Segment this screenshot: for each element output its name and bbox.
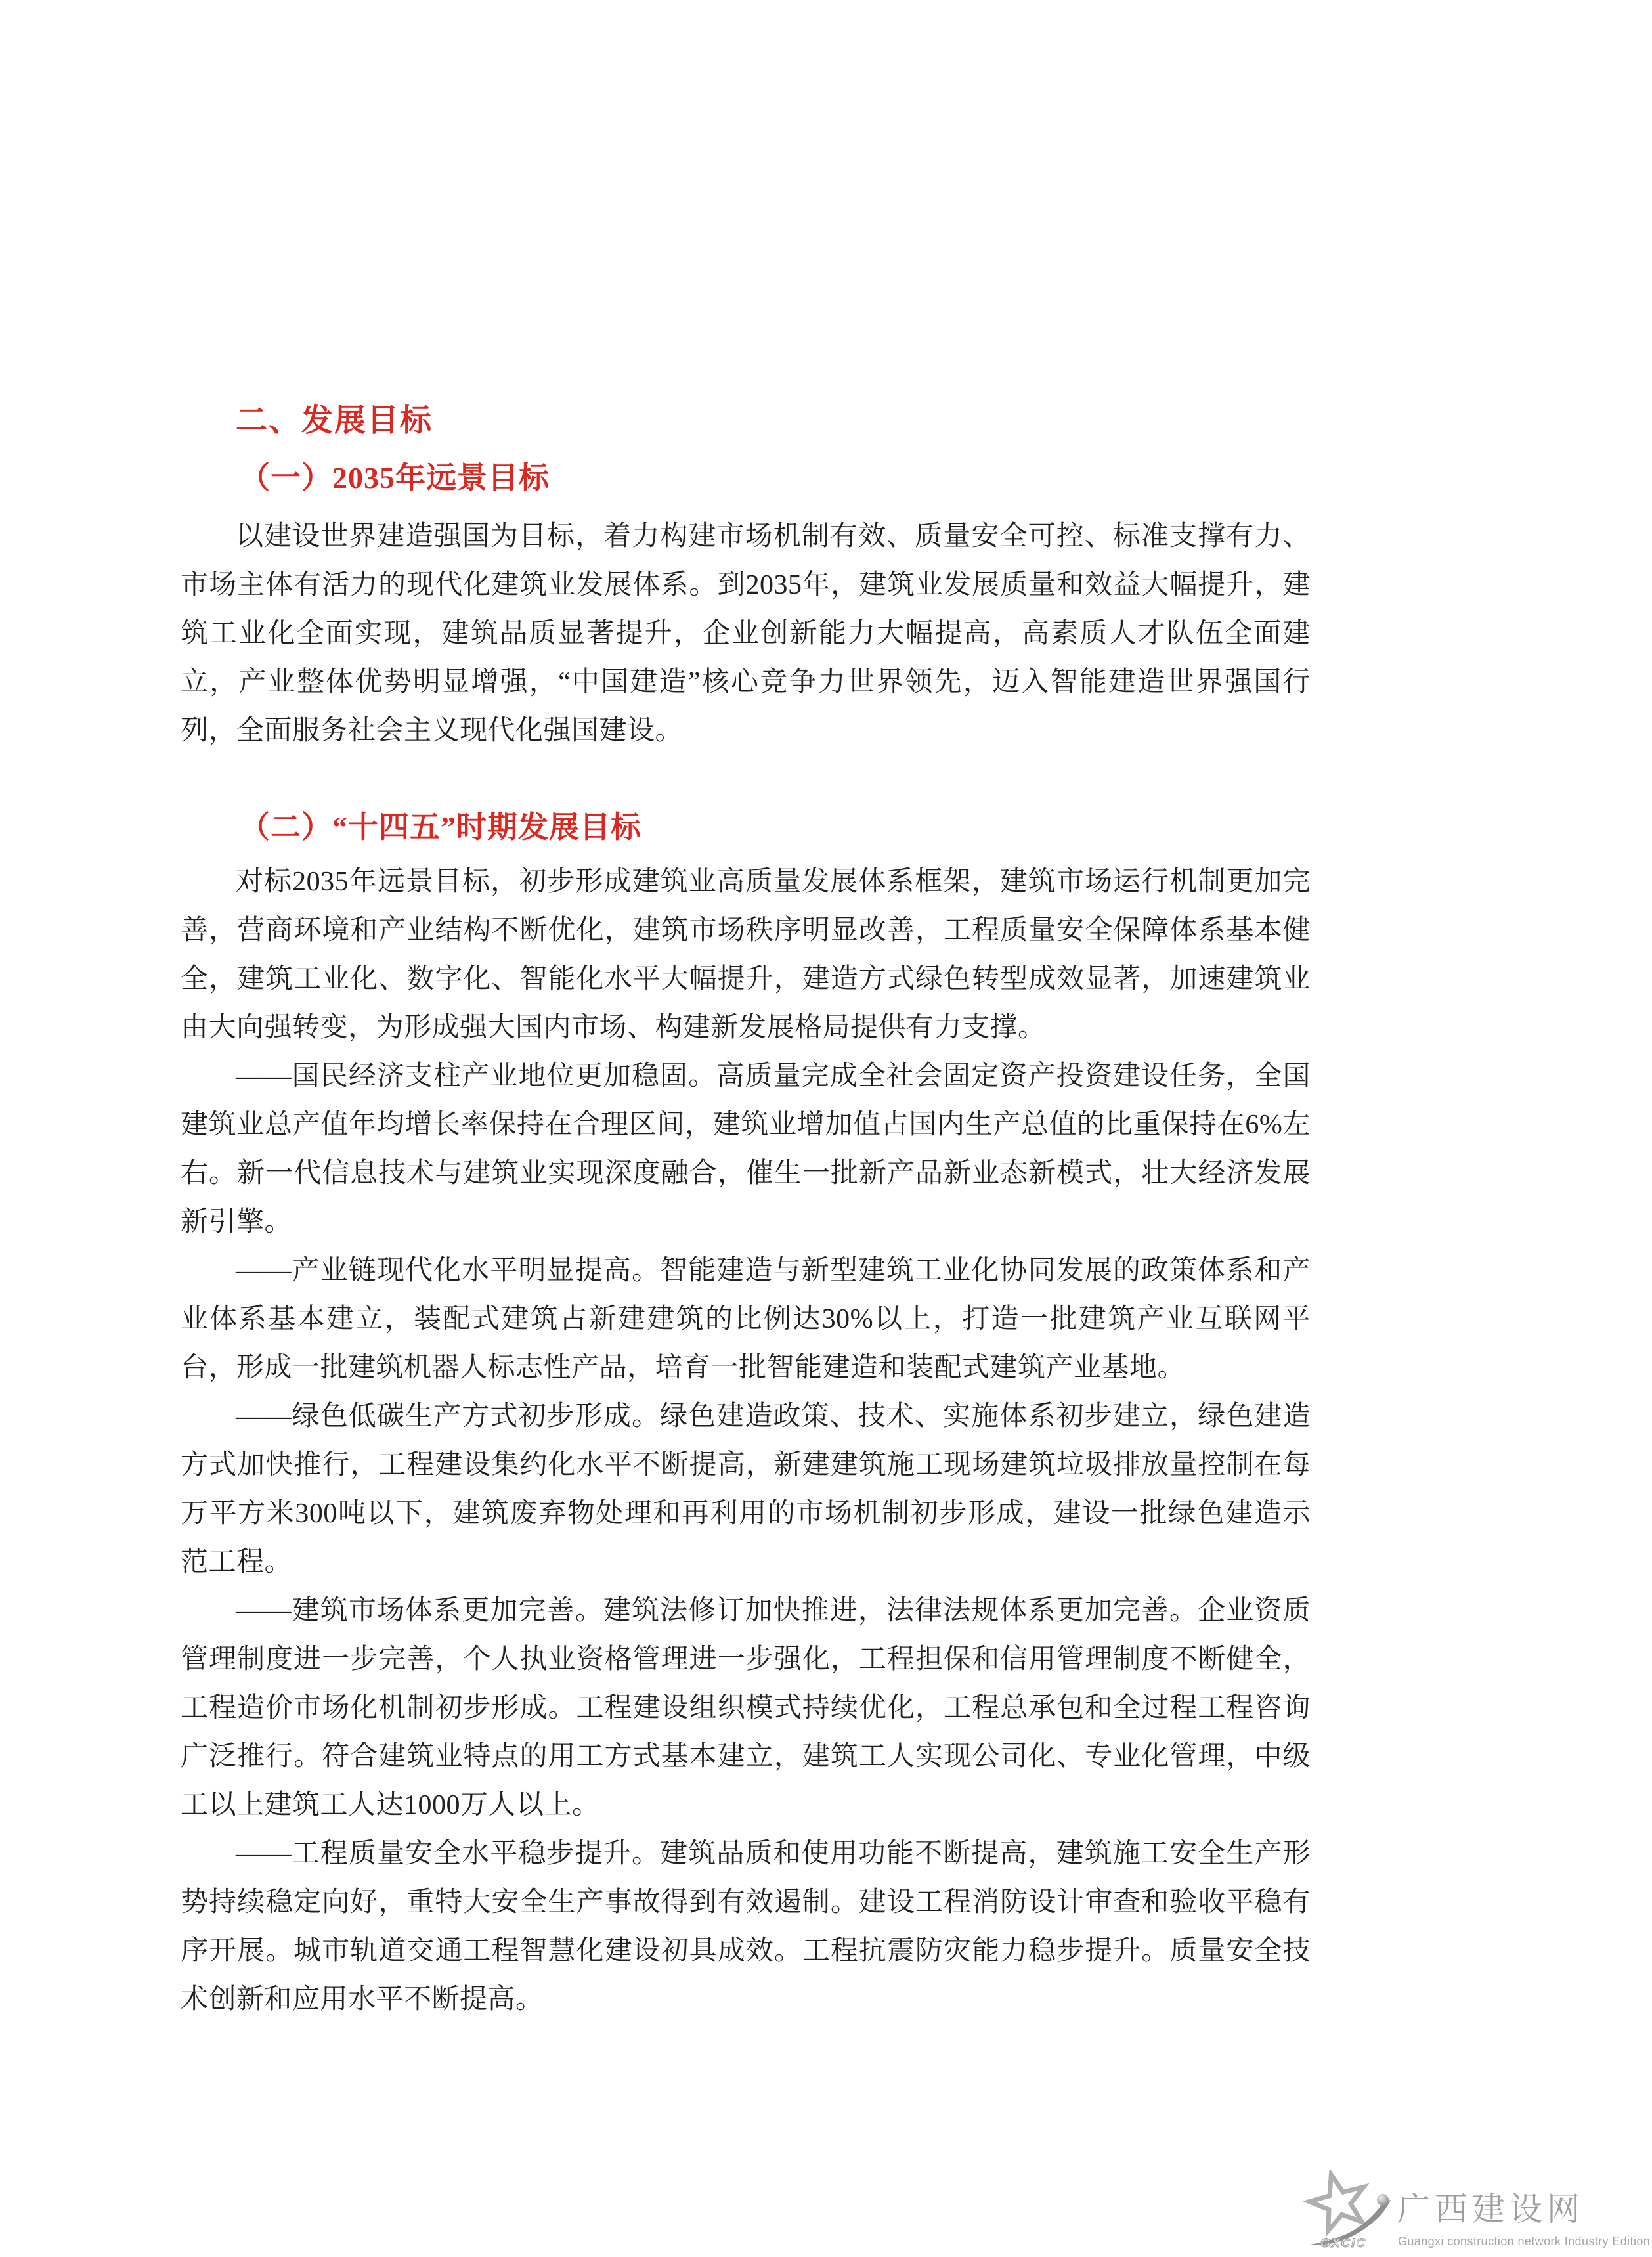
watermark-site-name: 广西建设网 [1397,2191,1584,2227]
section-2035-body [181,512,1311,755]
sphere-dot-icon [1377,2194,1389,2206]
paragraph: ——国民经济支柱产业地位更加稳固。高质量完成全社会固定资产投资建设任务，全国建筑业总产值年均增长率保持在合理区间，建筑业增加值占国内生产总值的比重保持在6%左右。新一代信息技术与建筑业实现深度融合，催生一批新产品新业态新模式，壮大经济发展新引擎。 [181,1061,1311,1237]
paragraph: ——建筑市场体系更加完善。建筑法修订加快推进，法律法规体系更加完善。企业资质管理制度进一步完善，个人执业资格管理进一步强化，工程担保和信用管理制度不断健全，工程造价市场化机制初步形成。工程建设组织模式持续优化，工程总承包和全过程工程咨询广泛推行。符合建筑业特点的用工方式基本建立，建筑工人实现公司化、专业化管理，中级工以上建筑工人达1000万人以上。 [181,1596,1311,1820]
star-shape [1304,2170,1372,2233]
paragraph: ——产业链现代化水平明显提高。智能建造与新型建筑工业化协同发展的政策体系和产业体系基本建立，装配式建筑占新建建筑的比例达30%以上，打造一批建筑产业互联网平台，形成一批建筑机器人标志性产品，培育一批智能建造和装配式建筑产业基地。 [181,1256,1311,1383]
section-heading-14th-five-year-goals: （二）“十四五”时期发展目标 [240,810,641,844]
paragraph: ——绿色低碳生产方式初步形成。绿色建造政策、技术、实施体系初步建立，绿色建造方式加快推行，工程建设集约化水平不断提高，新建建筑施工现场建筑垃圾排放量控制在每万平方米300吨以下，建筑废弃物处理和再利用的市场机制初步形成，建设一批绿色建造示范工程。 [181,1401,1311,1577]
paragraph: 对标2035年远景目标，初步形成建筑业高质量发展体系框架，建筑市场运行机制更加完善，营商环境和产业结构不断优化，建筑市场秩序明显改善，工程质量安全保障体系基本健全，建筑工业化、数字化、智能化水平大幅提升，建造方式绿色转型成效显著，加速建筑业由大向强转变，为形成强大国内市场、构建新发展格局提供有力支撑。 [181,867,1311,1043]
chapter-heading: 二、发展目标 [236,403,433,438]
logo-acronym: GXCIC [1320,2237,1367,2250]
paragraph: ——工程质量安全水平稳步提升。建筑品质和使用功能不断提高，建筑施工安全生产形势持续稳定向好，重特大安全生产事故得到有效遏制。建设工程消防设计审查和验收平稳有序开展。城市轨道交通工程智慧化建设初具成效。工程抗震防灾能力稳步提升。质量安全技术创新和应用水平不断提高。 [181,1839,1311,2015]
paragraph: 以建设世界建造强国为目标，着力构建市场机制有效、质量安全可控、标准支撑有力、市场主体有活力的现代化建筑业发展体系。到2035年，建筑业发展质量和效益大幅提升，建筑工业化全面实现，建筑品质显著提升，企业创新能力大幅提高，高素质人才队伍全面建立，产业整体优势明显增强，“中国建造”核心竞争力世界领先，迈入智能建造世界强国行列，全面服务社会主义现代化强国建设。 [181,521,1311,746]
section-heading-2035-goals: （一）2035年远景目标 [240,461,550,494]
gxcic-star-icon [1303,2170,1402,2250]
gxcic-watermark [1303,2170,1651,2257]
watermark-tagline: Guangxi construction network Industry Edition [1398,2235,1651,2248]
section-14th-five-year-body [181,858,1311,2024]
